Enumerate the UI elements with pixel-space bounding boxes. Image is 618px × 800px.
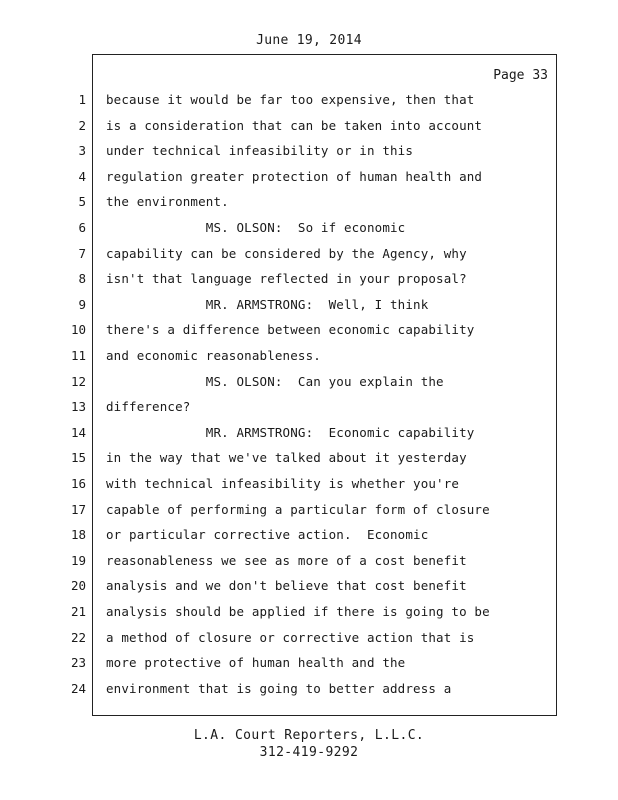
- transcript-line: difference?: [106, 399, 191, 415]
- line-number: 11: [70, 348, 86, 363]
- transcript-line: capable of performing a particular form of closure: [106, 501, 490, 517]
- line-number: 20: [70, 578, 86, 594]
- transcript-line: or particular corrective action. Economic: [106, 527, 429, 543]
- line-number: 21: [70, 604, 86, 619]
- line-number: 7: [78, 245, 86, 261]
- transcript-line: is a consideration that can be taken into account: [106, 117, 483, 133]
- line-number: 12: [70, 373, 86, 389]
- transcript-line: MR. ARMSTRONG: Well, I think: [106, 296, 429, 312]
- transcript-line: because it would be far too expensive, then that: [106, 92, 475, 107]
- transcript-line: there's a difference between economic capability: [106, 322, 475, 338]
- line-number: 3: [78, 143, 86, 159]
- line-number: 22: [70, 629, 86, 645]
- transcript-line: a method of closure or corrective action that is: [106, 629, 475, 645]
- transcript-line: reasonableness we see as more of a cost benefit: [106, 552, 467, 568]
- transcript-line: MS. OLSON: So if economic: [106, 220, 406, 235]
- transcript-line: under technical infeasibility or in this: [106, 143, 414, 159]
- line-number: 19: [70, 552, 86, 568]
- line-number: 4: [78, 168, 86, 184]
- transcript-line: environment that is going to better address a: [106, 680, 452, 696]
- line-number: 5: [78, 194, 86, 210]
- transcript-line: in the way that we've talked about it yesterday: [106, 450, 467, 466]
- transcript-line: the environment.: [106, 194, 229, 210]
- footer-firm: L.A. Court Reporters, L.L.C.: [193, 728, 425, 743]
- line-number: 10: [70, 322, 86, 338]
- page-number: Page 33: [493, 68, 548, 83]
- line-number: 24: [70, 680, 86, 696]
- line-number: 8: [78, 271, 86, 287]
- line-number: 1: [78, 92, 86, 107]
- line-number: 23: [70, 655, 86, 671]
- transcript-line: capability can be considered by the Agency, why: [106, 245, 467, 261]
- line-number: 2: [78, 117, 86, 133]
- transcript-line: regulation greater protection of human health and: [106, 168, 483, 184]
- transcript-line: and economic reasonableness.: [106, 348, 321, 363]
- line-number: 13: [70, 399, 86, 415]
- transcript-line: more protective of human health and the: [106, 655, 406, 671]
- line-number: 15: [70, 450, 86, 466]
- line-number: 16: [70, 476, 86, 491]
- line-number: 9: [78, 296, 86, 312]
- transcript-line: MR. ARMSTRONG: Economic capability: [106, 424, 475, 440]
- line-number: 18: [70, 527, 86, 543]
- transcript-line: with technical infeasibility is whether you're: [106, 476, 460, 491]
- transcript-line: analysis should be applied if there is going to be: [106, 604, 490, 619]
- line-number: 17: [70, 501, 86, 517]
- line-number: 6: [78, 220, 86, 235]
- transcript-line: isn't that language reflected in your proposal?: [106, 271, 467, 287]
- footer-phone: 312-419-9292: [259, 745, 359, 760]
- transcript-line: analysis and we don't believe that cost benefit: [106, 578, 467, 594]
- transcript-line: MS. OLSON: Can you explain the: [106, 373, 444, 389]
- header-date: June 19, 2014: [256, 33, 362, 48]
- line-number: 14: [70, 424, 86, 440]
